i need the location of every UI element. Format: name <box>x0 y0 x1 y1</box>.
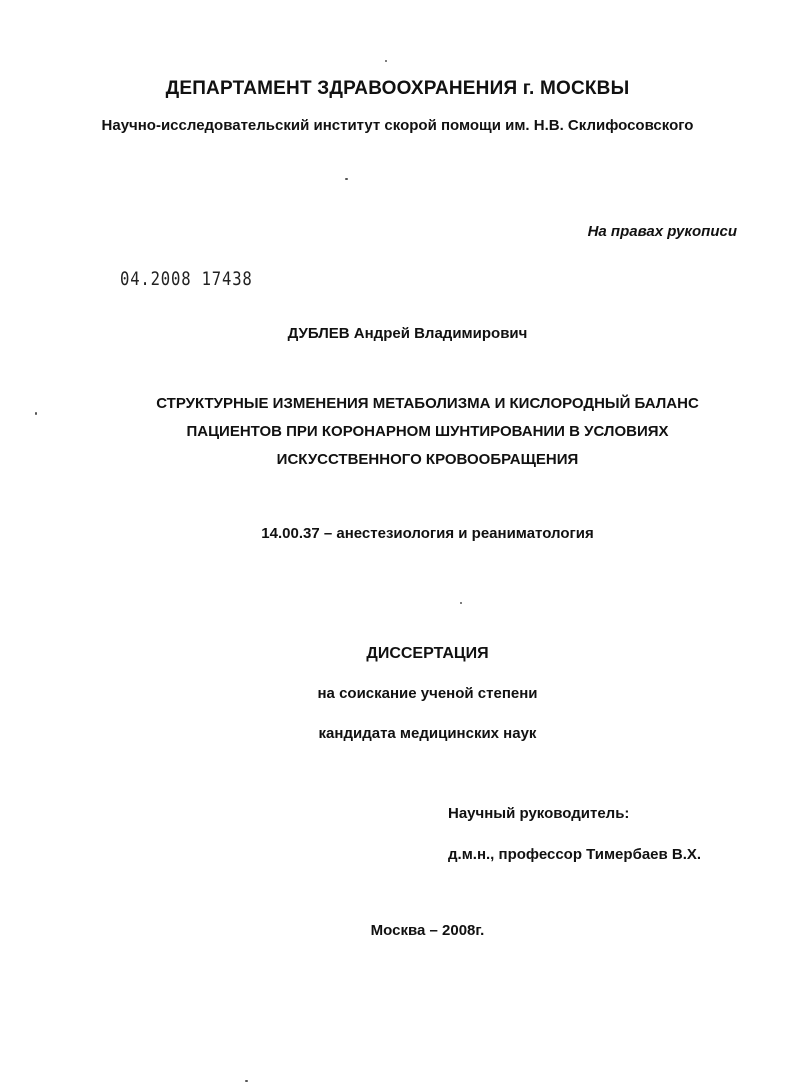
title-line: СТРУКТУРНЫЕ ИЗМЕНЕНИЯ МЕТАБОЛИЗМА И КИСЛОРОДНЫЙ БАЛАНС <box>156 395 699 412</box>
work-type: ДИССЕРТАЦИЯ <box>366 645 489 662</box>
title-line: ПАЦИЕНТОВ ПРИ КОРОНАРНОМ ШУНТИРОВАНИИ В УСЛОВИЯХ <box>186 423 669 440</box>
scan-speck <box>460 602 462 604</box>
title-line: ИСКУССТВЕННОГО КРОВООБРАЩЕНИЯ <box>276 451 579 468</box>
institute-name: Научно-исследовательский институт скорой помощи им. Н.В. Склифосовского <box>101 117 694 134</box>
scan-speck <box>245 1080 248 1082</box>
degree-line-2: кандидата медицинских наук <box>318 725 537 742</box>
scan-speck <box>385 60 387 62</box>
scan-speck <box>345 178 348 180</box>
registration-stamp: 04.2008 17438 <box>120 268 253 290</box>
degree-line-1: на соискание ученой степени <box>317 685 538 702</box>
author-name: ДУБЛЕВ Андрей Владимирович <box>287 325 528 342</box>
supervisor-name: д.м.н., профессор Тимербаев В.Х. <box>448 846 702 863</box>
department-heading: ДЕПАРТАМЕНТ ЗДРАВООХРАНЕНИЯ г. МОСКВЫ <box>165 78 630 99</box>
rights-note: На правах рукописи <box>587 223 737 240</box>
city-year: Москва – 2008г. <box>370 922 485 939</box>
specialty-code: 14.00.37 – анестезиология и реаниматология <box>261 525 594 542</box>
supervisor-label: Научный руководитель: <box>448 805 630 822</box>
dissertation-title <box>0 390 795 474</box>
scan-speck <box>35 412 37 415</box>
